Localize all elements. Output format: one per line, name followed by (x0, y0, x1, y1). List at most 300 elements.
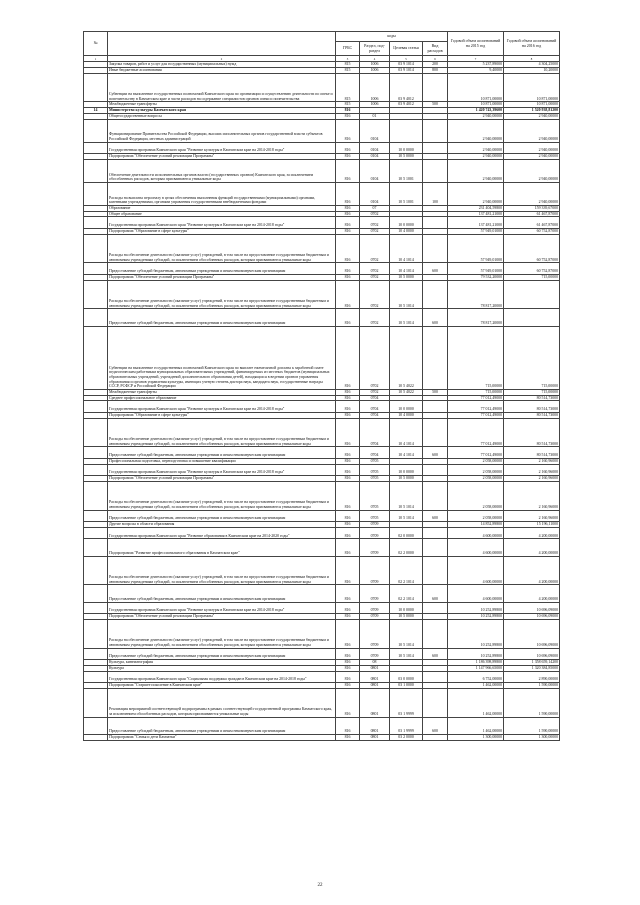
row-number (84, 510, 108, 522)
row-grbs: 816 (336, 211, 360, 217)
row-amount-2016: 61 467,87000 (504, 211, 560, 217)
row-amount-2016: 2 160,96000 (504, 464, 560, 476)
table-row (84, 142, 560, 154)
row-amount-2015: 78 817,20000 (448, 280, 504, 309)
row-amount-2015: 77 012,49000 (448, 412, 504, 418)
row-amount-2015: 2 940,00000 (448, 142, 504, 154)
table-row (84, 671, 560, 683)
row-amount-2016: 4 304,25000 (504, 62, 560, 68)
row-grbs: 816 (336, 614, 360, 620)
row-amount-2015: 2 058,00000 (448, 510, 504, 522)
row-target-article: 03 9 4012 (390, 73, 423, 102)
row-number (84, 671, 108, 683)
row-amount-2016: 2 160,96000 (504, 476, 560, 482)
row-amount-2015: 137 481,21000 (448, 217, 504, 229)
row-razdel: 0709 (360, 585, 390, 602)
row-razdel: 07 (360, 205, 390, 211)
table-row (84, 464, 560, 476)
row-amount-2016: 80 514,73000 (504, 418, 560, 447)
row-amount-2016: 2 160,96000 (504, 510, 560, 522)
row-amount-2015: 1 462,00000 (448, 683, 504, 689)
row-amount-2015: 10 252,89800 (448, 602, 504, 614)
row-razdel: 0702 (360, 211, 390, 217)
row-amount-2015: 2 058,00000 (448, 458, 504, 464)
row-amount-2016: 715,00000 (504, 389, 560, 395)
row-name: Функционирование Правительства Российской Федерации, высших исполнительных органов государственной власти субъектов Российской Федерации, местных администраций (108, 119, 336, 142)
row-grbs: 816 (336, 648, 360, 660)
row-amount-2015: 2 058,00000 (448, 464, 504, 476)
row-amount-2016: 10 871,00000 (504, 73, 560, 102)
table-row (84, 510, 560, 522)
row-razdel: 0702 (360, 228, 390, 234)
row-grbs: 816 (336, 522, 360, 528)
row-name: Расходы на обеспечение деятельности (оказание услуг) учреждений, в том числе на предоставление государственным бюджетным и автономным учреждениям субсидий, за исключением обособленных расходов, которым присваиваются уникальные коды (108, 619, 336, 648)
row-expense-type: 200 (423, 62, 448, 68)
table-row (84, 182, 560, 205)
row-number (84, 481, 108, 510)
row-name: Подпрограмма "Развитие профессионального образования в Камчатском крае" (108, 539, 336, 556)
row-number (84, 688, 108, 717)
row-grbs: 816 (336, 418, 360, 447)
row-target-article: 10 5 1014 (390, 309, 423, 326)
row-target-article: 02 2 0000 (390, 539, 423, 556)
row-amount-2016: 80 514,73000 (504, 395, 560, 401)
row-expense-type (423, 326, 448, 389)
row-number (84, 619, 108, 648)
table-row (84, 602, 560, 614)
row-name: Другие вопросы в области образования (108, 522, 336, 528)
row-target-article: 03 9 1014 (390, 67, 423, 73)
row-amount-2016: 1 590,00000 (504, 688, 560, 717)
row-razdel: 0801 (360, 734, 390, 740)
row-amount-2015: 4 600,00000 (448, 527, 504, 539)
row-target-article: 10 5 1014 (390, 510, 423, 522)
row-target-article: 10 4 1014 (390, 418, 423, 447)
row-razdel: 0709 (360, 527, 390, 539)
row-name: Предоставление субсидий бюджетным, автономным учреждениям и иным некоммерческим организациям (108, 510, 336, 522)
row-razdel: 0704 (360, 401, 390, 413)
row-grbs: 815 (336, 102, 360, 108)
row-grbs: 816 (336, 108, 360, 114)
row-amount-2016: 1 590,00000 (504, 683, 560, 689)
row-name: Расходы на обеспечение деятельности (оказание услуг) учреждений, в том числе на предоставление государственным бюджетным и автономным учреждениям субсидий, за исключением обособленных расходов, которым присваиваются уникальные коды (108, 556, 336, 585)
row-razdel: 0709 (360, 539, 390, 556)
row-name: Предоставление субсидий бюджетным, автономным учреждениям и иным некоммерческим организациям (108, 585, 336, 602)
row-grbs: 816 (336, 142, 360, 154)
row-target-article: 10 5 1001 (390, 159, 423, 182)
row-expense-type (423, 602, 448, 614)
row-amount-2015: 57 949,01000 (448, 263, 504, 275)
row-name: Закупка товаров, работ и услуг для государственных (муниципальных) нужд (108, 62, 336, 68)
row-number (84, 182, 108, 205)
row-number (84, 263, 108, 275)
row-name: Подпрограмма "Обеспечение условий реализации Программы" (108, 154, 336, 160)
row-grbs: 816 (336, 309, 360, 326)
table-row (84, 418, 560, 447)
table-row (84, 119, 560, 142)
row-razdel: 0704 (360, 395, 390, 401)
row-amount-2015: 715,00000 (448, 326, 504, 389)
row-amount-2016: 2 160,96000 (504, 458, 560, 464)
row-number (84, 217, 108, 229)
row-grbs: 816 (336, 585, 360, 602)
row-number (84, 464, 108, 476)
row-amount-2015: 9,40000 (448, 67, 504, 73)
row-name: Общегосударственные вопросы (108, 113, 336, 119)
row-target-article: 10 5 4022 (390, 326, 423, 389)
row-amount-2016: 159 339,67000 (504, 205, 560, 211)
row-name: Культура, кинематография (108, 660, 336, 666)
row-grbs: 816 (336, 510, 360, 522)
row-name: Государственная программа Камчатского края "Развитие культуры в Камчатском крае на 2014-2018 годы" (108, 602, 336, 614)
table-row (84, 619, 560, 648)
row-amount-2015: 231 404,59800 (448, 205, 504, 211)
row-amount-2016: 1 320 384,85000 (504, 665, 560, 671)
row-razdel: 0104 (360, 182, 390, 205)
row-amount-2016: 4 200,00000 (504, 527, 560, 539)
row-name: Подпрограмма "Обеспечение условий реализации Программы" (108, 614, 336, 620)
row-amount-2015: 10 252,89800 (448, 619, 504, 648)
header-razdel: Раздел, под-раздел (360, 42, 390, 56)
column-number: 8 (504, 56, 560, 62)
row-expense-type (423, 234, 448, 263)
row-grbs: 816 (336, 619, 360, 648)
row-amount-2016: 80 514,73000 (504, 401, 560, 413)
row-amount-2015: 14 852,89800 (448, 522, 504, 528)
table-row (84, 280, 560, 309)
row-amount-2015: 2 058,00000 (448, 481, 504, 510)
row-target-article: 03 1 9999 (390, 688, 423, 717)
row-amount-2015: 10 871,00000 (448, 73, 504, 102)
row-amount-2016: 10 696,09000 (504, 614, 560, 620)
row-amount-2016: 80 514,73000 (504, 412, 560, 418)
row-target-article: 10 5 0000 (390, 614, 423, 620)
row-target-article: 10 4 0000 (390, 412, 423, 418)
row-number (84, 159, 108, 182)
header-vr: Вид расходов (423, 42, 448, 56)
row-expense-type: 500 (423, 102, 448, 108)
row-expense-type (423, 527, 448, 539)
row-expense-type (423, 619, 448, 648)
row-target-article: 10 5 1001 (390, 182, 423, 205)
row-expense-type (423, 142, 448, 154)
table-row (84, 401, 560, 413)
row-grbs: 816 (336, 734, 360, 740)
budget-page (83, 31, 559, 741)
row-amount-2015: 1 300,00000 (448, 734, 504, 740)
row-amount-2015: 57 949,01000 (448, 228, 504, 234)
row-name: Межбюджетные трансферты (108, 389, 336, 395)
row-amount-2016: 2 940,00000 (504, 182, 560, 205)
row-expense-type: 800 (423, 67, 448, 73)
row-grbs: 816 (336, 602, 360, 614)
row-expense-type (423, 159, 448, 182)
row-name: Предоставление субсидий бюджетным, автономным учреждениям и иным некоммерческим организациям (108, 648, 336, 660)
row-number (84, 539, 108, 556)
row-amount-2015: 1 420 743,39600 (448, 108, 504, 114)
row-amount-2015: 1 462,00000 (448, 688, 504, 717)
row-target-article: 10 5 1014 (390, 481, 423, 510)
row-name: Государственная программа Камчатского края "Социальная поддержка граждан в Камчатском крае на 2014-2018 годы" (108, 671, 336, 683)
row-amount-2016: 15 196,11000 (504, 522, 560, 528)
row-amount-2016: 2 940,00000 (504, 113, 560, 119)
row-target-article: 10 0 0000 (390, 464, 423, 476)
row-amount-2016: 1 520 938,81200 (504, 108, 560, 114)
row-name: Расходы на обеспечение деятельности (оказание услуг) учреждений, в том числе на предоставление государственным бюджетным и автономным учреждениям субсидий, за исключением обособленных расходов, которым присваиваются уникальные коды (108, 418, 336, 447)
header-grbs: ГРБС (336, 42, 360, 56)
row-amount-2016: 80 514,73000 (504, 447, 560, 459)
row-amount-2016: 2 160,96000 (504, 481, 560, 510)
row-razdel: 0702 (360, 234, 390, 263)
row-razdel: 0702 (360, 389, 390, 395)
header-number: № (84, 32, 108, 56)
page-number: 22 (317, 883, 323, 888)
row-name: Среднее профессиональное образование (108, 395, 336, 401)
row-name: Обеспечение деятельности исполнительных органов власти (государственных органов) Камчатского края, за исключением обособленных расходов, которым присваиваются уникальные коды (108, 159, 336, 182)
row-expense-type: 600 (423, 263, 448, 275)
row-expense-type (423, 401, 448, 413)
row-name: Расходы на обеспечение деятельности (оказание услуг) учреждений, в том числе на предоставление государственным бюджетным и автономным учреждениям субсидий, за исключением обособленных расходов, которым присваиваются уникальные коды (108, 481, 336, 510)
row-amount-2015: 2 058,00000 (448, 476, 504, 482)
row-name: Иные бюджетные ассигнования (108, 67, 336, 73)
row-grbs: 816 (336, 326, 360, 389)
row-razdel: 0705 (360, 458, 390, 464)
row-number (84, 73, 108, 102)
header-year-2016: Годовой объем ассигнований на 2016 год (504, 32, 560, 56)
row-expense-type: 600 (423, 510, 448, 522)
row-amount-2016: 60 752,87000 (504, 228, 560, 234)
row-amount-2015: 2 940,00000 (448, 182, 504, 205)
row-target-article: 03 1 0000 (390, 683, 423, 689)
row-number (84, 734, 108, 740)
row-razdel: 0801 (360, 665, 390, 671)
row-target-article: 10 4 1014 (390, 447, 423, 459)
header-year-2015: Годовой объем ассигнований на 2015 год (448, 32, 504, 56)
row-grbs: 816 (336, 217, 360, 229)
row-number (84, 527, 108, 539)
row-amount-2015: 77 012,49000 (448, 401, 504, 413)
column-number: 4 (360, 56, 390, 62)
table-row (84, 263, 560, 275)
row-expense-type: 600 (423, 585, 448, 602)
row-expense-type (423, 481, 448, 510)
table-row (84, 447, 560, 459)
row-expense-type (423, 418, 448, 447)
row-amount-2015: 137 481,21000 (448, 211, 504, 217)
table-row (84, 527, 560, 539)
column-number: 5 (390, 56, 423, 62)
row-number (84, 585, 108, 602)
row-amount-2015: 6 752,00000 (448, 671, 504, 683)
row-target-article: 10 4 0000 (390, 228, 423, 234)
budget-table (83, 31, 560, 741)
row-razdel: 0709 (360, 648, 390, 660)
row-amount-2016: 1 590,00000 (504, 717, 560, 734)
row-razdel: 0801 (360, 688, 390, 717)
row-name: Подпрограмма "Семья и дети Камчатки" (108, 734, 336, 740)
row-target-article: 03 9 1014 (390, 62, 423, 68)
row-name: Подпрограмма "Обеспечение условий реализации Программы" (108, 274, 336, 280)
row-number (84, 717, 108, 734)
row-expense-type (423, 217, 448, 229)
row-amount-2016: 60 752,87000 (504, 234, 560, 263)
row-name: Подпрограмма "Старшее поколение в Камчатском крае" (108, 683, 336, 689)
row-expense-type (423, 688, 448, 717)
row-name: Расходы на выплаты персоналу в целях обеспечения выполнения функций государственными (муниципальными) органами, казенными учреждениями, органами управления государственными внебюджетными фондами (108, 182, 336, 205)
row-amount-2015: 10 252,89800 (448, 648, 504, 660)
row-grbs: 816 (336, 717, 360, 734)
row-razdel: 0702 (360, 274, 390, 280)
row-expense-type (423, 464, 448, 476)
row-amount-2016: 10 696,09000 (504, 619, 560, 648)
row-razdel: 0704 (360, 447, 390, 459)
table-row (84, 734, 560, 740)
row-grbs: 816 (336, 556, 360, 585)
row-grbs: 816 (336, 481, 360, 510)
row-amount-2016: 61 467,87000 (504, 217, 560, 229)
table-row (84, 326, 560, 389)
row-expense-type (423, 671, 448, 683)
row-name: Межбюджетные трансферты (108, 102, 336, 108)
row-expense-type: 600 (423, 447, 448, 459)
table-row (84, 217, 560, 229)
row-razdel: 0704 (360, 418, 390, 447)
row-amount-2016: 1 358 659,14200 (504, 660, 560, 666)
row-amount-2015: 4 600,00000 (448, 585, 504, 602)
row-razdel: 0704 (360, 412, 390, 418)
row-expense-type: 600 (423, 309, 448, 326)
row-amount-2015: 715,00000 (448, 389, 504, 395)
row-grbs: 816 (336, 228, 360, 234)
row-razdel: 0709 (360, 522, 390, 528)
header-cst: Целевая статья (390, 42, 423, 56)
row-amount-2015: 10 871,00000 (448, 102, 504, 108)
row-razdel: 08 (360, 660, 390, 666)
row-expense-type (423, 119, 448, 142)
row-target-article: 02 2 1014 (390, 556, 423, 585)
row-amount-2015: 57 949,01000 (448, 234, 504, 263)
row-name: Государственная программа Камчатского края "Развитие культуры в Камчатском крае на 2014-2018 годы" (108, 464, 336, 476)
row-razdel: 0709 (360, 614, 390, 620)
row-name: Подпрограмма "Образование в сфере культуры" (108, 412, 336, 418)
row-razdel: 1006 (360, 67, 390, 73)
row-name: Расходы на обеспечение деятельности (оказание услуг) учреждений, в том числе на предоставление государственным бюджетным и автономным учреждениям субсидий, за исключением обособленных расходов, которым присваиваются уникальные коды (108, 280, 336, 309)
row-amount-2016: 10 871,00000 (504, 102, 560, 108)
row-amount-2015: 5 237,89000 (448, 62, 504, 68)
row-amount-2016 (504, 280, 560, 309)
row-name: Субвенции на выполнение государственных полномочий Камчатского края по организации и осуществлению деятельности по опеке и попечительству в Камчатском крае и части расходов на содержание специалистов органов опеки и попечительства (108, 73, 336, 102)
row-grbs: 816 (336, 476, 360, 482)
row-expense-type: 600 (423, 648, 448, 660)
row-number (84, 309, 108, 326)
row-grbs: 816 (336, 274, 360, 280)
row-number (84, 447, 108, 459)
row-razdel: 0709 (360, 556, 390, 585)
row-amount-2016: 2 890,00000 (504, 671, 560, 683)
row-grbs: 816 (336, 401, 360, 413)
row-number (84, 401, 108, 413)
row-razdel: 0702 (360, 326, 390, 389)
row-razdel: 0104 (360, 119, 390, 142)
row-razdel: 1006 (360, 73, 390, 102)
row-grbs: 816 (336, 263, 360, 275)
row-grbs: 816 (336, 389, 360, 395)
row-razdel: 0705 (360, 510, 390, 522)
table-row (84, 585, 560, 602)
row-amount-2016: 715,00000 (504, 274, 560, 280)
row-razdel: 0705 (360, 476, 390, 482)
row-target-article: 10 5 1014 (390, 619, 423, 648)
row-grbs: 816 (336, 154, 360, 160)
row-target-article: 10 5 1014 (390, 648, 423, 660)
row-number (84, 648, 108, 660)
row-number: 14 (84, 108, 108, 114)
row-razdel: 1006 (360, 102, 390, 108)
row-name: Предоставление субсидий бюджетным, автономным учреждениям и иным некоммерческим организациям (108, 263, 336, 275)
row-amount-2016: 4 200,00000 (504, 539, 560, 556)
row-target-article: 10 5 0000 (390, 274, 423, 280)
row-name: Профессиональная подготовка, переподготовка и повышение квалификации (108, 458, 336, 464)
row-target-article: 10 0 0000 (390, 217, 423, 229)
row-grbs: 815 (336, 67, 360, 73)
row-razdel: 0702 (360, 309, 390, 326)
row-grbs: 815 (336, 62, 360, 68)
row-target-article: 10 0 0000 (390, 602, 423, 614)
table-body (84, 62, 560, 741)
row-target-article: 10 5 0000 (390, 154, 423, 160)
row-target-article: 10 5 0000 (390, 476, 423, 482)
row-razdel: 0705 (360, 464, 390, 476)
row-amount-2015: 2 940,00000 (448, 113, 504, 119)
row-amount-2016 (504, 309, 560, 326)
row-amount-2016: 10 696,09000 (504, 602, 560, 614)
row-expense-type: 100 (423, 182, 448, 205)
row-grbs: 816 (336, 395, 360, 401)
row-name: Субвенции на выполнение государственных полномочий Камчатского края по выплате ежемесячной доплаты к заработной плате педагогическим работникам муниципальных образовательных учреждений, финансируемых из местных бюджетов (муниципальных образовательных учреждений, учреждений дополнительного образования детей), находящихся в ведении органов управления образования и органов управления культуры, имеющих ученую степень доктора наук, кандидата наук, государственные награды СССР, РСФСР и Российской Федерации (108, 326, 336, 389)
row-razdel: 0705 (360, 481, 390, 510)
row-target-article: 03 2 0000 (390, 734, 423, 740)
row-razdel: 0702 (360, 217, 390, 229)
row-amount-2016: 10 696,09000 (504, 648, 560, 660)
row-razdel: 0702 (360, 280, 390, 309)
table-row (84, 648, 560, 660)
table-row (84, 73, 560, 102)
row-target-article: 10 4 1014 (390, 234, 423, 263)
row-number (84, 602, 108, 614)
row-amount-2015: 77 012,49000 (448, 447, 504, 459)
row-amount-2016: 2 940,00000 (504, 142, 560, 154)
row-target-article: 03 0 0000 (390, 671, 423, 683)
column-number: 7 (448, 56, 504, 62)
row-razdel: 01 (360, 113, 390, 119)
row-grbs: 815 (336, 73, 360, 102)
row-expense-type (423, 280, 448, 309)
row-number (84, 326, 108, 389)
row-grbs: 816 (336, 182, 360, 205)
row-expense-type (423, 734, 448, 740)
row-grbs: 816 (336, 280, 360, 309)
row-amount-2015: 1 462,00000 (448, 717, 504, 734)
row-target-article: 02 0 0000 (390, 527, 423, 539)
table-row (84, 234, 560, 263)
row-target-article: 10 5 1014 (390, 280, 423, 309)
row-razdel: 0801 (360, 683, 390, 689)
row-razdel: 1006 (360, 62, 390, 68)
row-amount-2016: 715,00000 (504, 326, 560, 389)
row-grbs: 816 (336, 660, 360, 666)
row-amount-2015: 10 252,89800 (448, 614, 504, 620)
row-expense-type: 500 (423, 389, 448, 395)
